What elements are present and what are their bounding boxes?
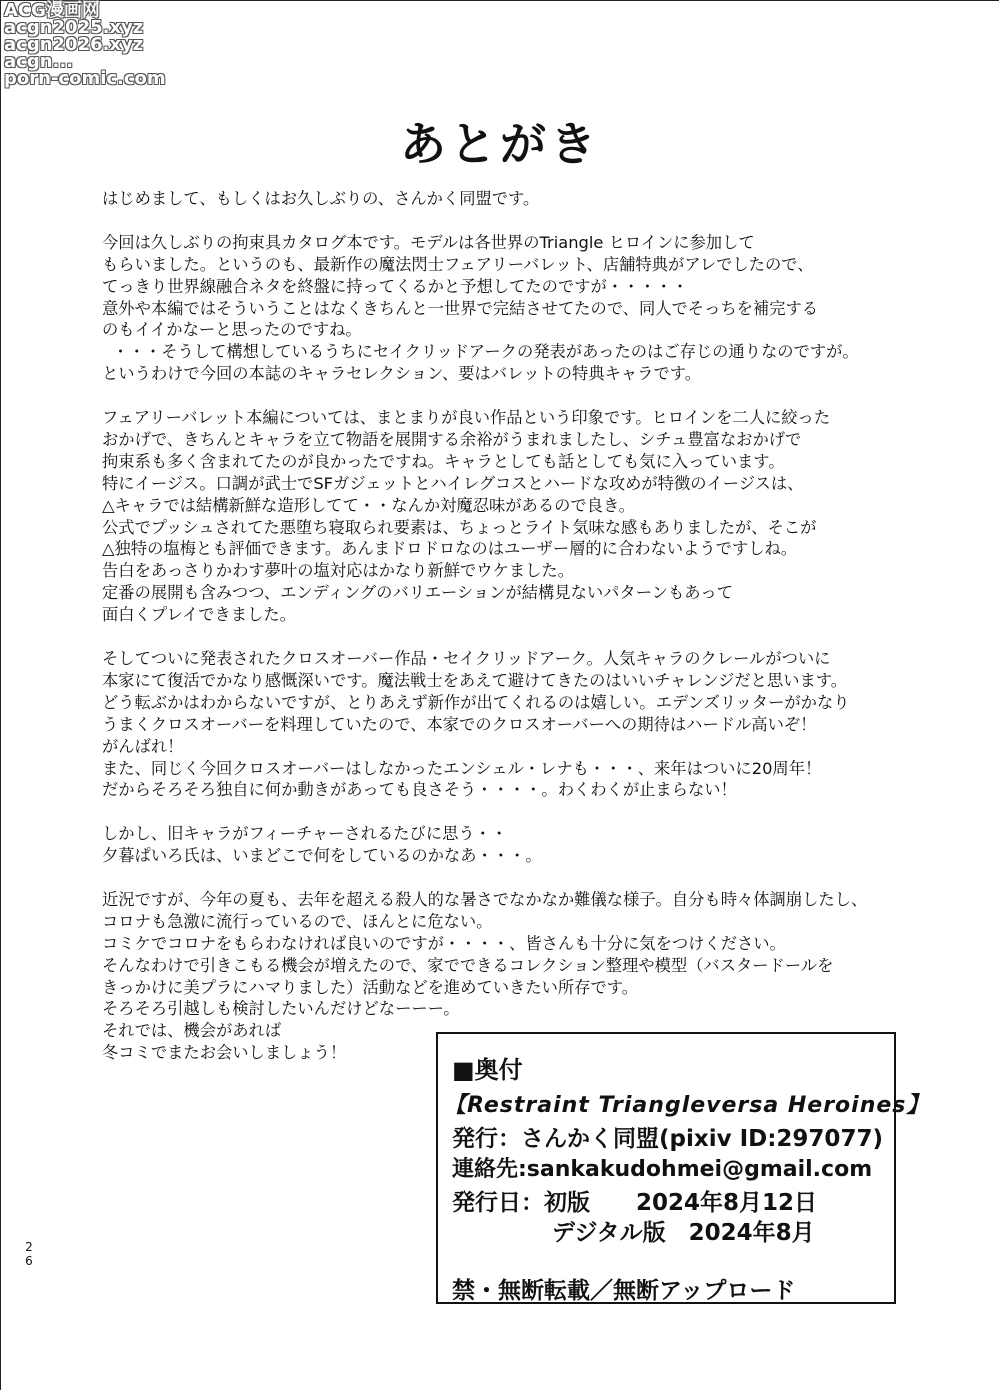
body-line: 冬コミでまたお会いしましょう！ <box>102 1043 347 1063</box>
body-line: また、同じく今回クロスオーバーはしなかったエンシェル・レナも・・・、来年はついに20周年！ <box>102 758 822 778</box>
colophon-publisher: 発行：さんかく同盟(pixiv ID:297077) <box>452 1126 883 1152</box>
paragraph-gap <box>102 385 962 407</box>
page-number-digit: 2 <box>25 1240 33 1254</box>
body-line: 今回は久しぶりの拘束具カタログ本です。モデルは各世界のTriangle ヒロインに参加して <box>102 232 755 252</box>
body-line: しかし、旧キャラがフィーチャーされるたびに思う・・ <box>102 824 508 844</box>
body-line: 本家にて復活でかなり感慨深いです。魔法戦士をあえて避けてきたのはいいチャレンジだと思います。 <box>102 670 848 690</box>
body-line: そろそろ引越しも検討したいんだけどなーーー。 <box>102 999 460 1019</box>
body-line: 意外や本編ではそういうことはなくきちんと一世界で完結させてたので、同人でそっちを補完する <box>102 298 819 318</box>
body-line: フェアリーバレット本編については、まとまりが良い作品という印象です。ヒロインを二人に絞った <box>102 408 831 428</box>
body-line: コミケでコロナをもらわなければ良いのですが・・・・、皆さんも十分に気をつけください。 <box>102 933 786 953</box>
body-line: △キャラでは結構新鮮な造形してて・・なんか対魔忍味があるので良き。 <box>102 495 635 515</box>
body-line: はじめまして、もしくはお久しぶりの、さんかく同盟です。 <box>102 189 540 208</box>
body-line: 夕暮ぱいろ氏は、いまどこで何をしているのかなあ・・・。 <box>102 846 542 866</box>
paragraph-gap <box>102 210 962 232</box>
body-line: それでは、機会があれば <box>102 1021 282 1041</box>
afterword-body <box>102 188 962 1064</box>
watermark-line: acgn2026.xyz <box>4 34 144 55</box>
colophon-date-first: 発行日：初版 2024年8月12日 <box>452 1190 818 1216</box>
body-line: 定番の展開も含みつつ、エンディングのバリエーションが結構見ないパターンもあって <box>102 583 733 603</box>
body-line: きっかけに美プラにハマりました）活動などを進めていきたい所存です。 <box>102 977 638 997</box>
body-line: もらいました。というのも、最新作の魔法閃士フェアリーバレット、店舗特典がアレでしたので、 <box>102 254 814 274</box>
body-line: 拘束系も多く含まれてたのが良かったですね。キャラとしても話としても気に入っています。 <box>102 451 785 471</box>
watermark-line: porn-comic.com <box>4 68 166 89</box>
body-line: というわけで今回の本誌のキャラセレクション、要はバレットの特典キャラです。 <box>102 364 701 384</box>
colophon-date-digital: デジタル版 2024年8月 <box>552 1220 815 1246</box>
body-line: だからそろそろ独自に何か動きがあっても良さそう・・・・。わくわくが止まらない！ <box>102 780 737 800</box>
body-line: どう転ぶかはわからないですが、とりあえず新作が出てくれるのは嬉しい。エデンズリッターがかなり <box>102 692 850 712</box>
body-line: そんなわけで引きこもる機会が増えたので、家でできるコレクション整理や模型（バスタードールを <box>102 955 834 975</box>
body-line: 告白をあっさりかわす夢叶の塩対応はかなり新鮮でウケました。 <box>102 561 574 581</box>
colophon-contact: 連絡先:sankakudohmei@gmail.com <box>452 1157 873 1182</box>
body-line: 面白くプレイできました。 <box>102 605 296 625</box>
body-line: ・・・そうして構想しているうちにセイクリッドアークの発表があったのはご存じの通りなのですが。 <box>102 342 859 362</box>
body-line: 近況ですが、今年の夏も、去年を超える殺人的な暑さでなかなか難儀な様子。自分も時々体調崩したし、 <box>102 889 868 909</box>
body-line: おかげで、きちんとキャラを立て物語を展開する余裕がうまれましたし、シチュ豊富なおかげで <box>102 429 802 449</box>
page-number <box>24 1240 34 1268</box>
page-number-digit: 6 <box>25 1254 33 1268</box>
body-line: コロナも急激に流行っているので、ほんとに危ない。 <box>102 911 493 931</box>
paragraph-gap <box>102 626 962 648</box>
body-line: そしてついに発表されたクロスオーバー作品・セイクリッドアーク。人気キャラのクレールがついに <box>102 648 831 668</box>
colophon-box <box>436 1032 930 1304</box>
watermark-line: ACG漫画网 <box>4 0 100 21</box>
watermark-line: acgn2025.xyz <box>4 17 144 38</box>
body-line: △独特の塩梅とも評価できます。あんまドロドロなのはユーザー層的に合わないようですしね。 <box>102 539 798 559</box>
body-line: がんばれ！ <box>102 736 184 756</box>
watermark-line: acgn... <box>4 51 74 72</box>
body-line: 特にイージス。口調が武士でSFガジェットとハイレグコスとハードな攻めが特徴のイージスは、 <box>102 473 804 493</box>
watermark <box>4 2 166 87</box>
colophon-heading: ■奥付 <box>452 1056 523 1084</box>
colophon-book-title: 【Restraint Triangleversa Heroines】 <box>444 1093 930 1118</box>
colophon-notice: 禁・無断転載／無断アップロード <box>452 1278 796 1304</box>
paragraph-gap <box>102 801 962 823</box>
body-line: 公式でプッシュされてた悪堕ち寝取られ要素は、ちょっとライト気味な感もありましたが、そこが <box>102 517 817 537</box>
body-line: うまくクロスオーバーを料理していたので、本家でのクロスオーバーへの期待はハードル高いぞ！ <box>102 714 817 734</box>
page-title: あとがき <box>400 117 600 171</box>
body-line: てっきり世界線融合ネタを終盤に持ってくるかと予想してたのですが・・・・・ <box>102 276 689 296</box>
body-line: のもイイかなーと思ったのですね。 <box>102 320 362 340</box>
paragraph-gap <box>102 867 962 889</box>
